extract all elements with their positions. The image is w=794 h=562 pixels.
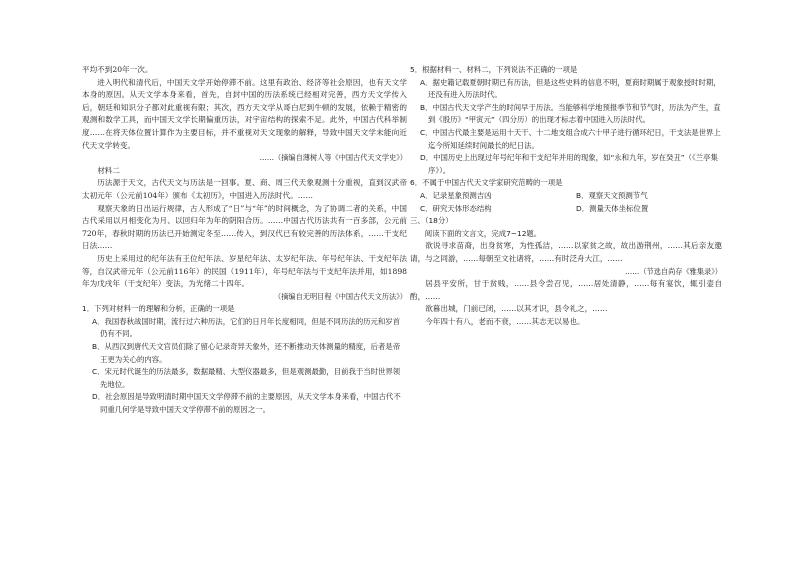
option-d: D．中国历史上出现过年号纪年和干支纪年并用的现象，如“永和九年，岁在癸丑”（《兰亭集序》）。 [420, 153, 718, 175]
material-heading: 材料二 [97, 165, 120, 175]
option-d: D．社会原因是导致明清时期中国天文学停滞不前的主要原因，从天文学本身来看，中国古代不同重几何学是导致中国天文学停滞不前的原因之一。 [92, 392, 401, 415]
section-heading: 三、（18分） [410, 216, 453, 226]
paragraph: 历史上采用过的纪年法有王位纪年法、岁星纪年法、太岁纪年法、年号纪年法、干支纪年法等，自汉武帝元年（公元前116年）的民国（1911年），年号纪年法与干支纪年法并用，如1898年为戊戌年（干支纪年）变法，为光绪二十四年。 [82, 253, 407, 289]
option-a: A．据史籍记载夏朝时期已有历法，但是这些史料的信息不明，夏商时期属于观象授时时期，还没有进入历法时代。 [420, 77, 721, 100]
source-citation: ……（摘编自薄树人等《中国古代天文学史》） [259, 153, 407, 163]
question-stem: 6．不属于中国古代天文学家研究范畴的一项是 [410, 178, 563, 188]
paragraph: 观察天象的日出运行规律，古人形成了“日”与“年”的时间概念，为了协调二者的关系，中国古代采用以月相变化为月、以回归年为年的阴阳合历。……中国古代历法共有一百多部，公元前720年，春秋时期的历法已开始测定冬至……传入，到汉代已有较完善的历法体系，……干支纪日法…… [82, 203, 407, 251]
passage-paragraph: 居县平安所，甘于贫贱，……县令尝召见，……居处清静，……每有宴饮，辄引壶自酌，…… [410, 279, 722, 301]
option-c: C．中国古代最主要是运用十天干、十二地支组合成六十甲子进行循环纪日，干支法是世界上迄今所知延续时间最长的纪日法。 [420, 127, 721, 150]
source-citation: ……（节选自尚存《雅集录》） [624, 266, 722, 276]
option-b: B．中国古代天文学产生的时间早于历法。当能够科学地预报季节和节气时，历法为产生，直到《殷历》“甲寅元”（四分历）的出现才标志着中国进入历法时代。 [420, 102, 721, 125]
instructions: 阅读下面的文言文，完成7~12题。 [424, 228, 542, 238]
option-a: A．记录星象预测吉凶 [420, 190, 492, 200]
options-row [410, 190, 722, 203]
option-b: B．从西汉到唐代天文官员们除了留心记录奇异天象外，还不断推动天体测量的精度，后者是帝王更为关心的内容。 [92, 342, 401, 364]
paragraph: 历法源于天文，古代天文与历法是一回事。夏、商、周三代天象观测十分重视，直到汉武帝太初元年（公元前104年）颁布《太初历》，中国进入历法时代。…… [82, 178, 407, 200]
option-b: B．观察天文预测节气 [576, 190, 648, 200]
left-column [82, 64, 407, 417]
option-c: C．宋元时代诞生的历法最多，数据最精、大型仪器最多，但是观测最勤，目前我于当时世界领先地位。 [92, 367, 401, 389]
option-c: C．研究天体形态结构 [420, 203, 492, 213]
passage-paragraph: 今年四十有八，老而不衰，……其志无以易也。 [425, 316, 585, 326]
passage-paragraph: 欲说寻求苗裔，出身贫寒，为性孤洁，……以家贫之故，故出游荆州，……其后亲友邀请，与之同游，……每朝至文社诸将，……有时泛舟大江，…… [410, 241, 722, 263]
right-column [410, 64, 722, 328]
source-citation: （摘编自无明目程《中国古代天文历法》） [274, 291, 407, 301]
option-d: D．测量天体坐标位置 [576, 203, 649, 213]
passage-paragraph: 欲暮出城，门前已闭，……以其才识，县令礼之，…… [425, 304, 608, 314]
option-a: A．我国春秋战国时期，流行过六种历法，它们的日月年长度相同，但是不同历法的历元和岁首仍有不同。 [92, 316, 401, 339]
paragraph: 平均不到20年一次。 [82, 65, 153, 74]
question-stem: 5．根据材料一、材料二，下列说法不正确的一项是 [410, 65, 578, 74]
options-row [410, 203, 722, 216]
question-stem: 1．下列对材料一的理解和分析，正确的一项是 [82, 304, 235, 314]
paragraph: 进入明代和清代后，中国天文学开始停滞不前。这里有政治、经济等社会原因，也有天文学本身的原因。从天文学本身来看，首先，自封中国的历法系统已经相对完善，西方天文学传入后，朝廷和知识分子都对此重视有限；其次，西方天文学从哥白尼到牛顿的发展，依赖于精密的观测和数学工具，而中国天文学长期偏重历法，对宇宙结构的探索不足。此外，中国古代科举制度……在将天体位置计算作为主要目标，并不重视对天文现象的解释，导致中国天文学未能向近代天文学转变。 [82, 77, 407, 150]
